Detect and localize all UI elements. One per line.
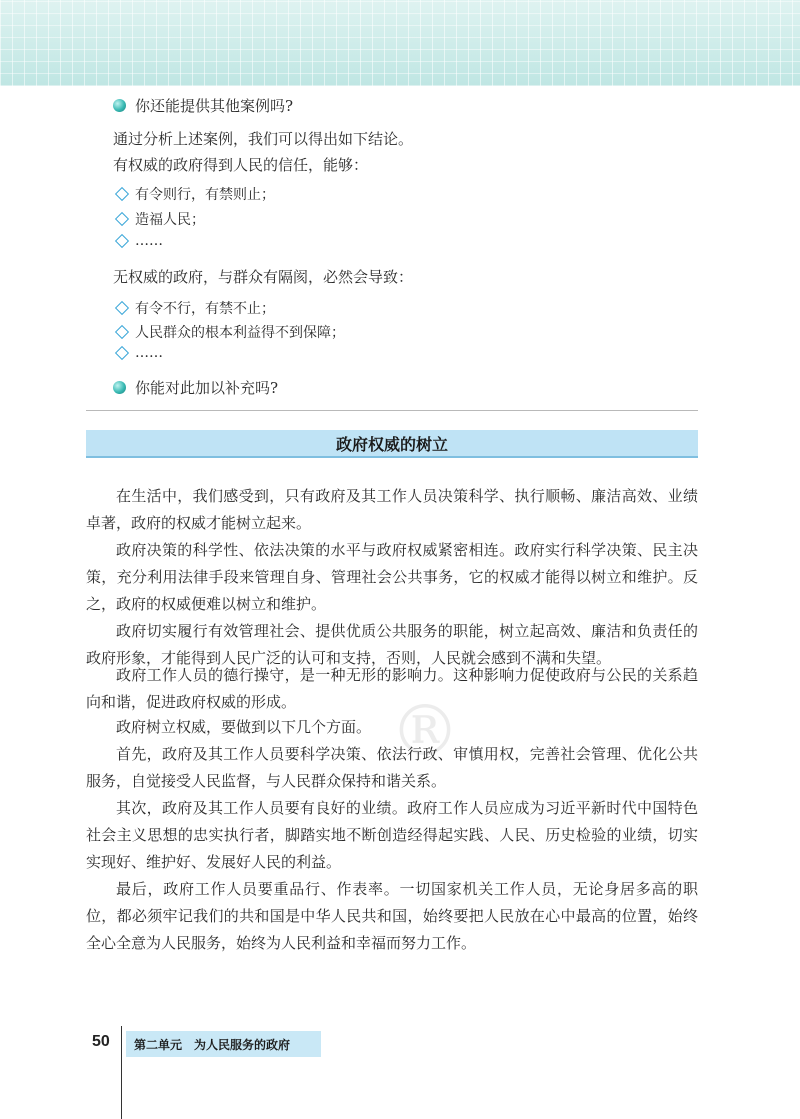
page-number: 50 (92, 1033, 110, 1050)
without-authority-heading: 无权威的政府，与群众有隔阂，必然会导致： (113, 268, 414, 286)
list-item: 造福人民； (113, 209, 205, 229)
conclusion-intro: 通过分析上述案例，我们可以得出如下结论。 (113, 130, 414, 148)
list-item: 有令不行，有禁不止； (113, 298, 275, 318)
diamond-bullet-icon (115, 234, 129, 248)
paragraph: 首先，政府及其工作人员要科学决策、依法行政、审慎用权，完善社会管理、优化公共服务，自觉接受人民监督，与人民群众保持和谐关系。 (86, 745, 698, 790)
diamond-bullet-icon (115, 325, 129, 339)
header-band (0, 0, 800, 86)
teal-bullet-icon (113, 381, 126, 394)
watermark-logo: ® (390, 690, 460, 772)
section-divider (86, 410, 698, 411)
question-text: 你能对此加以补充吗? (135, 379, 279, 397)
list-item: …… (113, 233, 163, 249)
paragraph: 政府树立权威，要做到以下几个方面。 (116, 718, 372, 736)
paragraph: 在生活中，我们感受到，只有政府及其工作人员决策科学、执行顺畅、廉洁高效、业绩卓著，政府的权威才能树立起来。 (86, 487, 698, 532)
diamond-bullet-icon (115, 187, 129, 201)
teal-bullet-icon (113, 99, 126, 112)
section-title-bar (86, 430, 698, 458)
footer-rule (121, 1026, 122, 1119)
paragraph: 政府切实履行有效管理社会、提供优质公共服务的职能，树立起高效、廉洁和负责任的政府形象，才能得到人民广泛的认可和支持，否则，人民就会感到不满和失望。 (86, 622, 698, 667)
diamond-bullet-icon (115, 301, 129, 315)
question-supplement (113, 377, 278, 398)
list-item: …… (113, 345, 163, 361)
section-title: 政府权威的树立 (335, 434, 448, 454)
diamond-bullet-icon (115, 212, 129, 226)
paragraph: 最后，政府工作人员要重品行、作表率。一切国家机关工作人员，无论身居多高的职位，都必须牢记我们的共和国是中华人民共和国，始终要把人民放在心中最高的位置，始终全心全意为人民服务，始终为人民利益和幸福而努力工作。 (86, 880, 698, 952)
question-other-cases (113, 95, 293, 116)
question-text: 你还能提供其他案例吗? (135, 97, 294, 115)
with-authority-heading: 有权威的政府得到人民的信任，能够： (113, 156, 369, 174)
unit-label: 第二单元 为人民服务的政府 (126, 1031, 321, 1057)
list-item: 人民群众的根本利益得不到保障； (113, 322, 345, 342)
paragraph: 政府工作人员的德行操守，是一种无形的影响力。这种影响力促使政府与公民的关系趋向和谐，促进政府权威的形成。 (86, 666, 698, 711)
paragraph: 其次，政府及其工作人员要有良好的业绩。政府工作人员应成为习近平新时代中国特色社会主义思想的忠实执行者，脚踏实地不断创造经得起实践、人民、历史检验的业绩，切实实现好、维护好、发展好人民的利益。 (86, 799, 698, 871)
diamond-bullet-icon (115, 346, 129, 360)
paragraph: 政府决策的科学性、依法决策的水平与政府权威紧密相连。政府实行科学决策、民主决策，充分利用法律手段来管理自身、管理社会公共事务，它的权威才能得以树立和维护。反之，政府的权威便难以树立和维护。 (86, 541, 698, 613)
list-item: 有令则行，有禁则止； (113, 184, 275, 204)
